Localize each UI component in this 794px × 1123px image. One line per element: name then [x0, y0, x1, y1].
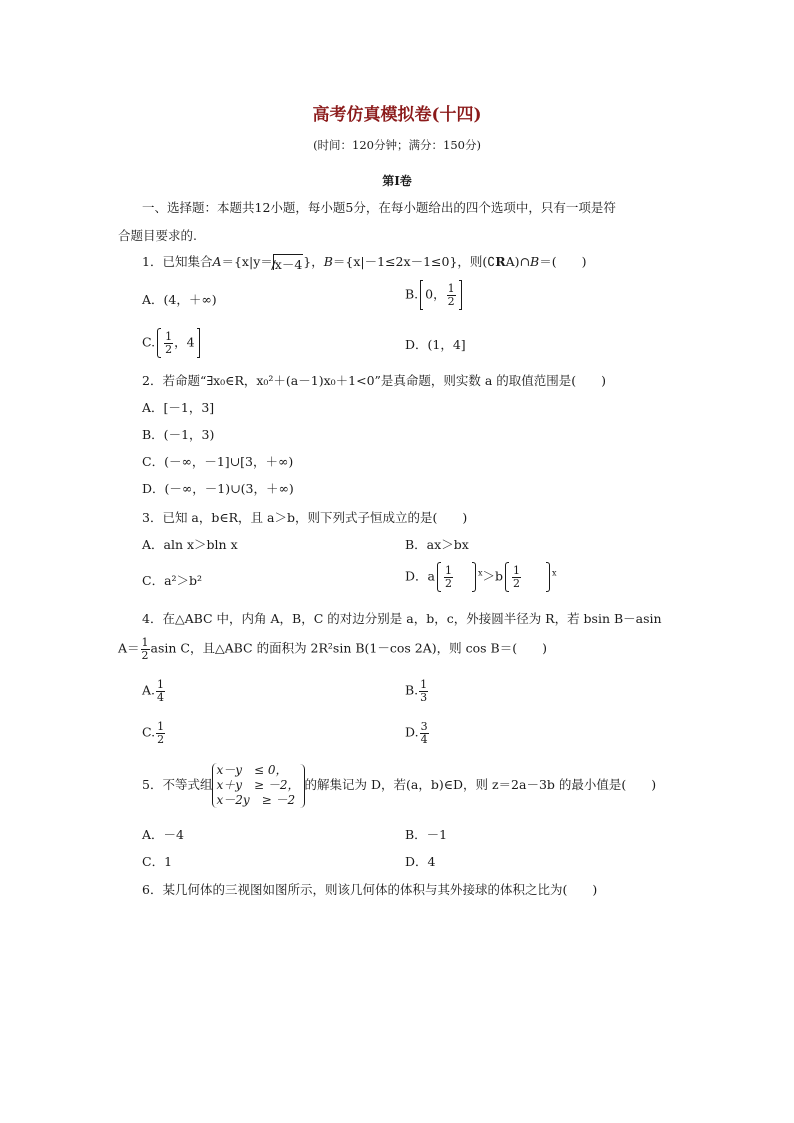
q4-option-b: B. $\frac{1}{3}$: [405, 678, 428, 704]
exam-info: (时间：120分钟；满分：150分): [313, 138, 481, 152]
q5-option-b: B．－1: [405, 827, 448, 842]
q5-option-a: A．－4: [142, 827, 184, 842]
q5-option-d: D．4: [405, 854, 436, 869]
q2-option-d: D．(－∞，－1)∪(3，＋∞): [142, 481, 294, 496]
section-intro-line2: 合题目要求的.: [118, 228, 197, 243]
q3-stem: 3．已知 a，b∈R，且 a＞b，则下列式子恒成立的是( ): [142, 510, 468, 525]
q1-option-b: B. 0， $\frac{1}{2}$: [405, 280, 464, 310]
q3-option-c: C．a²＞b²: [142, 573, 203, 588]
q4-stem-line2: A＝ $\frac{1}{2}$ asin C，且△ABC 的面积为 2R²sin B(1－cos 2A)，则 cos B＝( ): [118, 636, 547, 662]
q1-option-c: C. $\frac{1}{2}$ ，4: [142, 328, 202, 358]
q4-option-d: D. $\frac{3}{4}$: [405, 720, 428, 746]
q2-option-a: A．[－1，3]: [142, 400, 215, 415]
q2-option-b: B．(－1，3): [142, 427, 215, 442]
q4-stem-line1: 4．在△ABC 中，内角 A，B，C 的对边分别是 a，b，c，外接圆半径为 R，若 bsin B－asin: [142, 611, 662, 626]
q1-option-d: D．(1，4]: [405, 337, 466, 352]
q1-option-a: A．(4，＋∞): [142, 292, 217, 307]
q2-stem: 2．若命题“∃x₀∈R，x₀²＋(a－1)x₀＋1<0”是真命题，则实数 a 的取值范围是( ): [142, 373, 607, 388]
q3-option-d: D．a $\frac{1}{2}$ $^x$＞b $\frac{1}{2}$ $^x$: [405, 562, 557, 592]
page-title: 高考仿真模拟卷(十四): [312, 105, 482, 125]
q1-stem: 1．已知集合A＝{x|y＝ x－4}，B＝{x|－1≤2x－1≤0}，则(∁RA)∩B＝( ): [142, 254, 587, 272]
q3-option-a: A．aln x＞bln x: [142, 537, 238, 552]
q6-stem: 6．某几何体的三视图如图所示，则该几何体的体积与其外接球的体积之比为( ): [142, 882, 598, 897]
inequality-system: x－y ≤ 0， x＋y ≥ －2， x－2y ≥ －2: [212, 763, 299, 808]
q4-option-c: C. $\frac{1}{2}$: [142, 720, 165, 746]
q2-option-c: C．(－∞，－1]∪[3，＋∞): [142, 454, 294, 469]
q5-option-c: C．1: [142, 854, 173, 869]
sqrt-sign: x－4: [273, 254, 304, 270]
volume-heading: 第Ⅰ卷: [382, 174, 412, 188]
q5-stem: 5．不等式组 x－y ≤ 0， x＋y ≥ －2， x－2y ≥ －2 的解集记为 D，若(a，b)∈D，则 z＝2a－3b 的最小值是( ): [142, 763, 657, 807]
q4-option-a: A. $\frac{1}{4}$: [142, 678, 165, 704]
section-intro-line1: 一、选择题：本题共12小题，每小题5分，在每小题给出的四个选项中，只有一项是符: [142, 200, 616, 215]
q3-option-b: B．ax＞bx: [405, 537, 469, 552]
